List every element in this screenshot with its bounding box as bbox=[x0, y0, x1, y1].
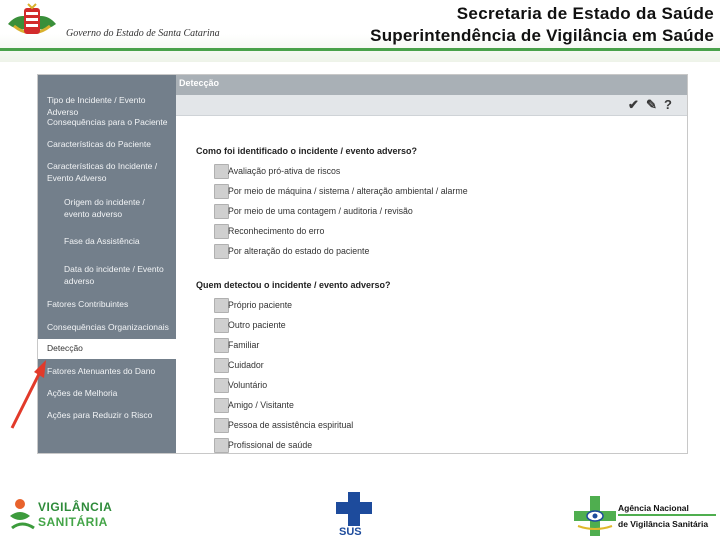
checkbox[interactable] bbox=[214, 244, 229, 259]
secretariat-title: Secretaria de Estado da Saúde bbox=[456, 4, 714, 23]
sidebar-item-caracteristicas-incidente[interactable]: Características do Incidente / Evento Adverso bbox=[47, 161, 158, 183]
sidebar-item-label: Detecção bbox=[47, 343, 83, 353]
sus-text: SUS bbox=[339, 526, 362, 538]
check-icon[interactable]: ✔ bbox=[628, 97, 639, 112]
question-how-identified: Como foi identificado o incidente / evento adverso? bbox=[196, 146, 418, 156]
checkbox[interactable] bbox=[214, 438, 229, 453]
checkbox[interactable] bbox=[214, 398, 229, 413]
help-icon[interactable]: ? bbox=[664, 97, 672, 112]
anvisa-line1: Agência Nacional bbox=[618, 503, 689, 513]
anvisa-line2: de Vigilância Sanitária bbox=[618, 519, 709, 529]
vigilancia-text: VIGILÂNCIA bbox=[38, 500, 113, 514]
sidebar-item-tipo-incidente[interactable]: Tipo de Incidente / Evento Adverso bbox=[47, 95, 146, 117]
edit-icon[interactable]: ✎ bbox=[646, 97, 657, 112]
checkbox[interactable] bbox=[214, 298, 229, 313]
panel-header bbox=[176, 75, 687, 95]
anvisa-divider bbox=[618, 514, 716, 516]
sidebar-item-acoes-reduzir-risco[interactable]: Ações para Reduzir o Risco bbox=[47, 410, 153, 420]
panel-toolbar bbox=[176, 95, 687, 116]
checkbox[interactable] bbox=[214, 338, 229, 353]
sidebar bbox=[38, 75, 176, 453]
checkbox[interactable] bbox=[214, 204, 229, 219]
santa-catarina-coat-of-arms-icon bbox=[4, 2, 60, 46]
sidebar-item-origem-incidente[interactable]: Origem do incidente / evento adverso bbox=[64, 197, 145, 219]
checkbox[interactable] bbox=[214, 184, 229, 199]
sidebar-item-consequencias-paciente[interactable]: Consequências para o Paciente bbox=[47, 117, 168, 127]
question-who-detected: Quem detectou o incidente / evento adverso? bbox=[196, 280, 391, 290]
sidebar-item-fatores-atenuantes[interactable]: Fatores Atenuantes do Dano bbox=[47, 366, 156, 376]
panel-title: Detecção bbox=[179, 78, 220, 88]
superintendency-title: Superintendência de Vigilância em Saúde bbox=[370, 26, 714, 45]
app-screenshot bbox=[37, 74, 688, 454]
checkbox[interactable] bbox=[214, 224, 229, 239]
sidebar-item-fatores-contribuintes[interactable]: Fatores Contribuintes bbox=[47, 299, 129, 309]
header-divider bbox=[0, 48, 720, 51]
checkbox[interactable] bbox=[214, 358, 229, 373]
page-header bbox=[0, 0, 720, 62]
checkbox[interactable] bbox=[214, 318, 229, 333]
sidebar-item-deteccion-active[interactable] bbox=[38, 339, 176, 359]
government-text: Governo do Estado de Santa Catarina bbox=[66, 28, 220, 39]
checkbox[interactable] bbox=[214, 164, 229, 179]
checkbox[interactable] bbox=[214, 378, 229, 393]
sidebar-item-acoes-melhoria[interactable]: Ações de Melhoria bbox=[47, 388, 118, 398]
sidebar-item-data-incidente[interactable]: Data do incidente / Evento adverso bbox=[64, 264, 164, 286]
sidebar-item-consequencias-organizacionais[interactable]: Consequências Organizacionais bbox=[47, 322, 169, 332]
detection-form: Como foi identificado o incidente / evento adverso? Avaliação pró-ativa de riscos Por meio de máquina / sistema / alteração ambiental / alarme Por meio de uma contagem / auditoria / revisão Reconhecimento do erro Por alteração do estado do paciente Quem detectou o incidente / evento adverso? Próprio paciente Outro paciente Familiar Cuidador Voluntário Amigo / Visitante Pessoa de assistência espiritual Profissional de saúde bbox=[176, 116, 687, 453]
sanitaria-text: SANITÁRIA bbox=[38, 515, 108, 529]
checkbox[interactable] bbox=[214, 418, 229, 433]
sidebar-item-fase-assistencia[interactable]: Fase da Assistência bbox=[64, 236, 140, 246]
anvisa-logo-icon bbox=[574, 496, 616, 536]
sidebar-item-caracteristicas-paciente[interactable]: Características do Paciente bbox=[47, 139, 151, 149]
